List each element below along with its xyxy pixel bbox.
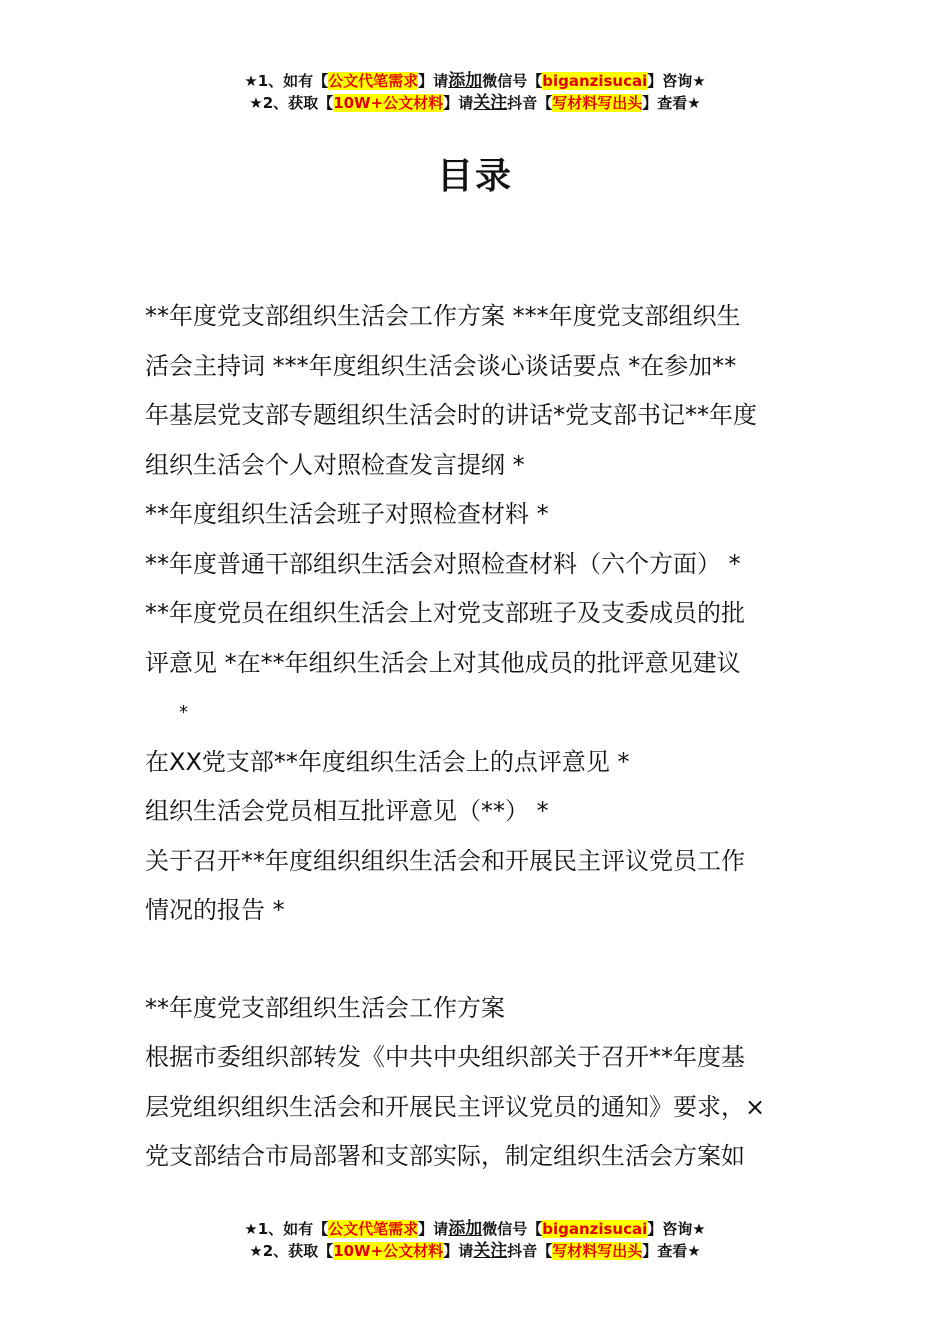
toc-line: **年度组织生活会班子对照检查材料 * <box>145 500 549 528</box>
underline-text: 添加 <box>448 1219 483 1239</box>
banner-text: 】请 <box>418 1220 449 1238</box>
header-banner <box>0 70 950 114</box>
toc-line: 在XX党支部**年度组织生活会上的点评意见 * <box>145 747 630 776</box>
banner-text: 抖音【 <box>507 1242 553 1260</box>
highlight-text: 公文代笔需求 <box>328 1220 419 1238</box>
body-line: 层党组织组织生活会和开展民主评议党员的通知》要求，× <box>145 1092 766 1121</box>
banner-text: 】查看★ <box>642 1242 701 1260</box>
banner-text: 】请 <box>418 72 449 90</box>
banner-line-2 <box>0 92 950 114</box>
banner-line-2 <box>0 1240 950 1262</box>
underline-text: 添加 <box>448 71 483 91</box>
document-body <box>145 292 810 1182</box>
toc-line: **年度普通干部组织生活会对照检查材料（六个方面） * <box>145 549 741 578</box>
wechat-id-highlight: biganzisucai <box>542 72 648 90</box>
banner-text: ★1、如有【 <box>244 72 329 90</box>
section-heading: **年度党支部组织生活会工作方案 <box>145 993 505 1022</box>
toc-line: **年度党员在组织生活会上对党支部班子及支委成员的批 <box>145 599 745 627</box>
toc-line: 关于召开**年度组织组织生活会和开展民主评议党员工作 <box>145 846 745 875</box>
wechat-id-highlight: biganzisucai <box>542 1220 648 1238</box>
toc-line: **年度党支部组织生活会工作方案 ***年度党支部组织生 <box>145 302 741 330</box>
douyin-highlight: 写材料写出头 <box>552 1242 643 1260</box>
footer-banner <box>0 1218 950 1262</box>
body-line: 根据市委组织部转发《中共中央组织部关于召开**年度基 <box>145 1043 745 1071</box>
banner-line-1 <box>0 70 950 92</box>
banner-text: 】请 <box>443 94 474 112</box>
toc-line: 情况的报告 * <box>145 896 285 924</box>
toc-line: 组织生活会党员相互批评意见（**） * <box>145 797 549 825</box>
highlight-text: 公文代笔需求 <box>328 72 419 90</box>
spacer <box>145 936 810 984</box>
banner-text: 】请 <box>443 1242 474 1260</box>
douyin-highlight: 写材料写出头 <box>552 94 643 112</box>
banner-text: ★1、如有【 <box>244 1220 329 1238</box>
banner-line-1 <box>0 1218 950 1240</box>
banner-text: 微信号【 <box>482 1220 543 1238</box>
highlight-text: 10W+公文材料 <box>333 94 444 112</box>
banner-text: 抖音【 <box>507 94 553 112</box>
body-line: 党支部结合市局部署和支部实际，制定组织生活会方案如 <box>145 1142 745 1170</box>
underline-text: 关注 <box>473 93 508 113</box>
toc-line: 评意见 *在**年组织生活会上对其他成员的批评意见建议 <box>145 648 741 677</box>
toc-line: * <box>179 702 188 723</box>
banner-text: 】咨询★ <box>647 72 706 90</box>
toc-line: 组织生活会个人对照检查发言提纲 * <box>145 450 525 479</box>
banner-text: ★2、获取【 <box>249 1242 334 1260</box>
banner-text: 】查看★ <box>642 94 701 112</box>
toc-line: 活会主持词 ***年度组织生活会谈心谈话要点 *在参加** <box>145 351 737 380</box>
page-title: 目录 <box>436 156 513 197</box>
banner-text: 微信号【 <box>482 72 543 90</box>
banner-text: ★2、获取【 <box>249 94 334 112</box>
highlight-text: 10W+公文材料 <box>333 1242 444 1260</box>
banner-text: 】咨询★ <box>647 1220 706 1238</box>
toc-line: 年基层党支部专题组织生活会时的讲话*党支部书记**年度 <box>145 401 757 429</box>
underline-text: 关注 <box>473 1241 508 1261</box>
